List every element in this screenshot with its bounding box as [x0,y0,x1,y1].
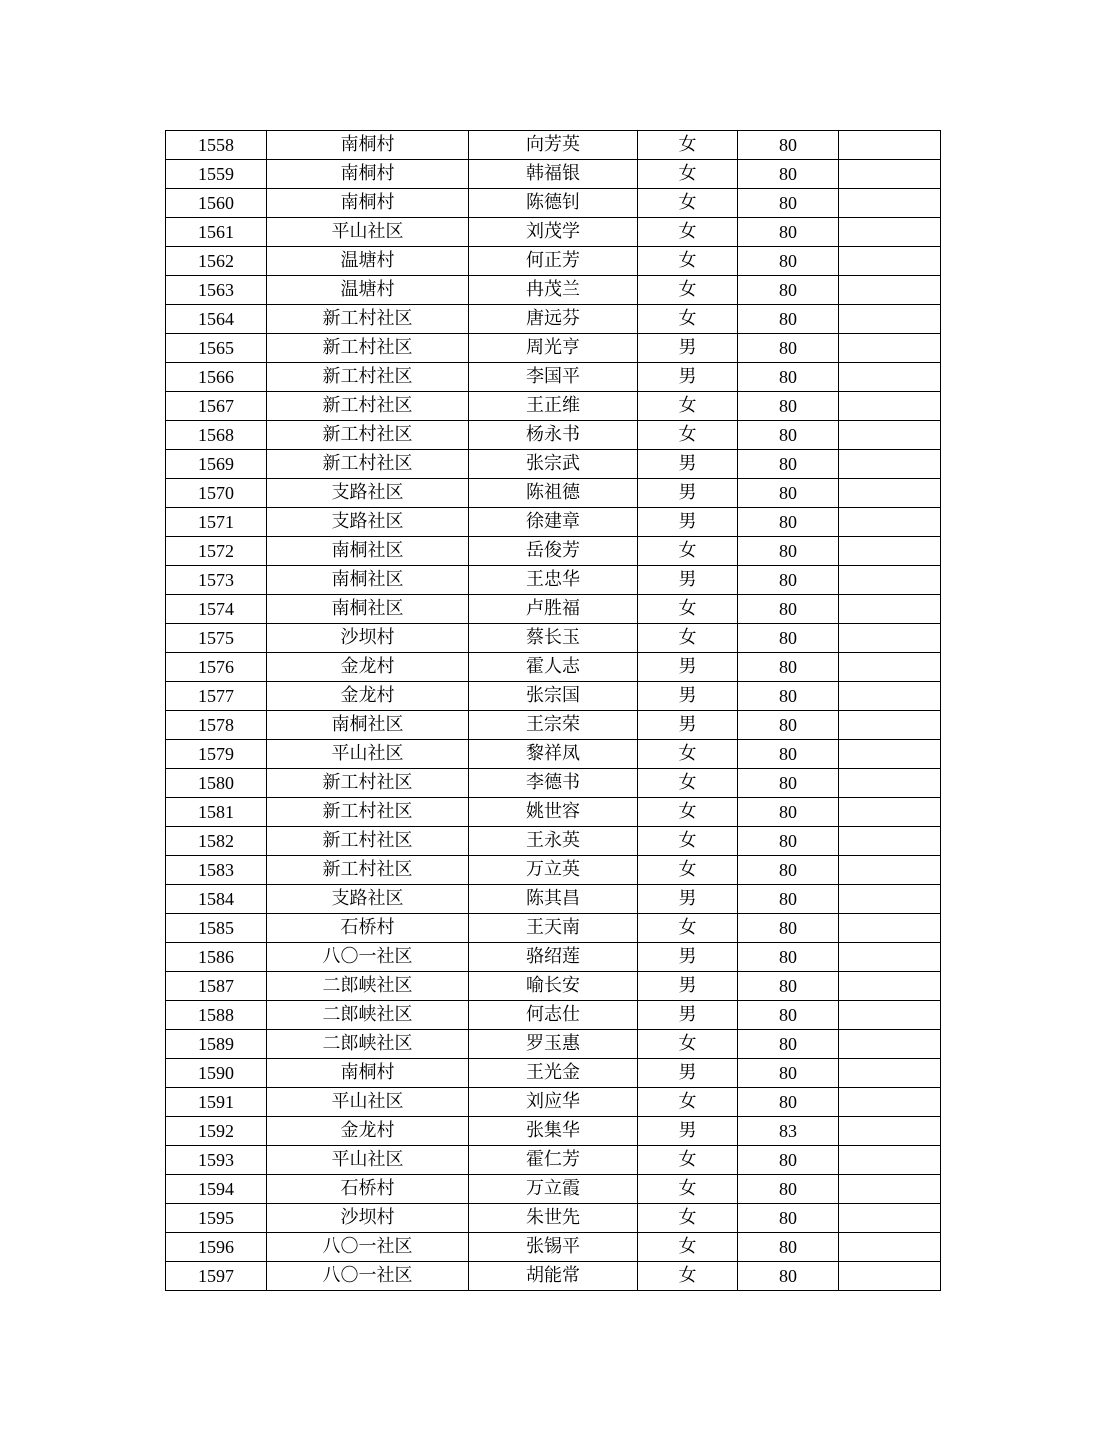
note-cell [839,1262,941,1291]
community-cell: 八〇一社区 [267,1233,469,1262]
note-cell [839,1175,941,1204]
gender-cell: 女 [638,856,738,885]
table-row [166,1233,941,1262]
table-row [166,1204,941,1233]
gender-cell: 女 [638,131,738,160]
gender-cell: 男 [638,1001,738,1030]
table-row [166,711,941,740]
table-row [166,682,941,711]
age-cell: 80 [738,769,839,798]
community-cell: 新工村社区 [267,334,469,363]
person-name-cell: 冉茂兰 [469,276,638,305]
community-cell: 南桐社区 [267,566,469,595]
serial-number-cell: 1590 [166,1059,267,1088]
serial-number-cell: 1575 [166,624,267,653]
gender-cell: 男 [638,711,738,740]
gender-cell: 女 [638,392,738,421]
table-row [166,479,941,508]
serial-number-cell: 1582 [166,827,267,856]
serial-number-cell: 1579 [166,740,267,769]
serial-number-cell: 1558 [166,131,267,160]
note-cell [839,943,941,972]
table-row [166,943,941,972]
serial-number-cell: 1563 [166,276,267,305]
gender-cell: 男 [638,682,738,711]
serial-number-cell: 1568 [166,421,267,450]
table-row [166,1088,941,1117]
person-name-cell: 霍仁芳 [469,1146,638,1175]
serial-number-cell: 1565 [166,334,267,363]
gender-cell: 女 [638,247,738,276]
serial-number-cell: 1595 [166,1204,267,1233]
note-cell [839,276,941,305]
gender-cell: 女 [638,798,738,827]
community-cell: 石桥村 [267,914,469,943]
serial-number-cell: 1596 [166,1233,267,1262]
age-cell: 80 [738,247,839,276]
table-row [166,218,941,247]
serial-number-cell: 1562 [166,247,267,276]
person-name-cell: 向芳英 [469,131,638,160]
gender-cell: 女 [638,740,738,769]
note-cell [839,682,941,711]
person-name-cell: 王正维 [469,392,638,421]
age-cell: 80 [738,914,839,943]
note-cell [839,450,941,479]
serial-number-cell: 1591 [166,1088,267,1117]
person-name-cell: 徐建章 [469,508,638,537]
table-row [166,276,941,305]
table-row [166,885,941,914]
serial-number-cell: 1559 [166,160,267,189]
gender-cell: 女 [638,305,738,334]
serial-number-cell: 1573 [166,566,267,595]
table-row [166,363,941,392]
person-name-cell: 王忠华 [469,566,638,595]
person-name-cell: 罗玉惠 [469,1030,638,1059]
note-cell [839,1001,941,1030]
age-cell: 80 [738,566,839,595]
note-cell [839,856,941,885]
community-cell: 南桐村 [267,1059,469,1088]
serial-number-cell: 1586 [166,943,267,972]
note-cell [839,914,941,943]
serial-number-cell: 1580 [166,769,267,798]
serial-number-cell: 1588 [166,1001,267,1030]
note-cell [839,769,941,798]
table-row [166,740,941,769]
table-row [166,392,941,421]
note-cell [839,740,941,769]
table-row [166,305,941,334]
gender-cell: 男 [638,972,738,1001]
serial-number-cell: 1571 [166,508,267,537]
age-cell: 80 [738,276,839,305]
age-cell: 80 [738,479,839,508]
table-row [166,131,941,160]
age-cell: 80 [738,740,839,769]
note-cell [839,711,941,740]
table-row [166,914,941,943]
gender-cell: 女 [638,218,738,247]
age-cell: 80 [738,624,839,653]
note-cell [839,363,941,392]
serial-number-cell: 1572 [166,537,267,566]
person-name-cell: 霍人志 [469,653,638,682]
table-row [166,856,941,885]
person-name-cell: 张宗武 [469,450,638,479]
age-cell: 80 [738,334,839,363]
age-cell: 80 [738,131,839,160]
person-name-cell: 陈祖德 [469,479,638,508]
gender-cell: 女 [638,595,738,624]
community-cell: 金龙村 [267,653,469,682]
note-cell [839,218,941,247]
age-cell: 80 [738,363,839,392]
age-cell: 80 [738,856,839,885]
table-row [166,972,941,1001]
table-row [166,247,941,276]
age-cell: 80 [738,1030,839,1059]
serial-number-cell: 1564 [166,305,267,334]
community-cell: 平山社区 [267,740,469,769]
gender-cell: 男 [638,1117,738,1146]
table-row [166,537,941,566]
table-row [166,1001,941,1030]
note-cell [839,566,941,595]
person-name-cell: 张集华 [469,1117,638,1146]
age-cell: 80 [738,1059,839,1088]
table-row [166,334,941,363]
person-name-cell: 王光金 [469,1059,638,1088]
person-name-cell: 卢胜福 [469,595,638,624]
serial-number-cell: 1594 [166,1175,267,1204]
community-cell: 金龙村 [267,682,469,711]
community-cell: 八〇一社区 [267,1262,469,1291]
community-cell: 新工村社区 [267,305,469,334]
person-name-cell: 胡能常 [469,1262,638,1291]
age-cell: 80 [738,972,839,1001]
community-cell: 温塘村 [267,276,469,305]
age-cell: 80 [738,392,839,421]
person-name-cell: 韩福银 [469,160,638,189]
community-cell: 金龙村 [267,1117,469,1146]
serial-number-cell: 1566 [166,363,267,392]
serial-number-cell: 1581 [166,798,267,827]
age-cell: 80 [738,1233,839,1262]
person-name-cell: 刘茂学 [469,218,638,247]
person-name-cell: 骆绍莲 [469,943,638,972]
age-cell: 80 [738,682,839,711]
community-cell: 二郎峡社区 [267,972,469,1001]
note-cell [839,1030,941,1059]
serial-number-cell: 1589 [166,1030,267,1059]
person-name-cell: 王天南 [469,914,638,943]
community-cell: 支路社区 [267,479,469,508]
gender-cell: 女 [638,1175,738,1204]
serial-number-cell: 1584 [166,885,267,914]
serial-number-cell: 1592 [166,1117,267,1146]
community-cell: 平山社区 [267,1146,469,1175]
table-row [166,653,941,682]
note-cell [839,885,941,914]
age-cell: 80 [738,508,839,537]
serial-number-cell: 1561 [166,218,267,247]
note-cell [839,1088,941,1117]
community-cell: 支路社区 [267,885,469,914]
gender-cell: 男 [638,885,738,914]
serial-number-cell: 1569 [166,450,267,479]
gender-cell: 女 [638,624,738,653]
serial-number-cell: 1597 [166,1262,267,1291]
note-cell [839,131,941,160]
age-cell: 80 [738,537,839,566]
community-cell: 二郎峡社区 [267,1001,469,1030]
community-cell: 新工村社区 [267,769,469,798]
age-cell: 80 [738,450,839,479]
community-cell: 沙坝村 [267,1204,469,1233]
community-cell: 支路社区 [267,508,469,537]
age-cell: 80 [738,1088,839,1117]
table-row [166,624,941,653]
age-cell: 80 [738,160,839,189]
community-cell: 平山社区 [267,218,469,247]
age-cell: 80 [738,1001,839,1030]
note-cell [839,160,941,189]
person-name-cell: 刘应华 [469,1088,638,1117]
note-cell [839,1233,941,1262]
note-cell [839,189,941,218]
table-row [166,798,941,827]
serial-number-cell: 1576 [166,653,267,682]
community-cell: 南桐村 [267,131,469,160]
note-cell [839,653,941,682]
table-row [166,450,941,479]
gender-cell: 男 [638,334,738,363]
age-cell: 80 [738,711,839,740]
gender-cell: 男 [638,653,738,682]
note-cell [839,334,941,363]
gender-cell: 男 [638,508,738,537]
person-name-cell: 何志仕 [469,1001,638,1030]
table-row [166,1030,941,1059]
age-cell: 80 [738,1146,839,1175]
table-row [166,508,941,537]
serial-number-cell: 1583 [166,856,267,885]
gender-cell: 男 [638,1059,738,1088]
note-cell [839,1117,941,1146]
community-cell: 新工村社区 [267,421,469,450]
person-name-cell: 李德书 [469,769,638,798]
person-name-cell: 李国平 [469,363,638,392]
person-name-cell: 陈其昌 [469,885,638,914]
person-name-cell: 朱世先 [469,1204,638,1233]
table-row [166,160,941,189]
gender-cell: 男 [638,450,738,479]
note-cell [839,305,941,334]
community-cell: 八〇一社区 [267,943,469,972]
serial-number-cell: 1567 [166,392,267,421]
community-cell: 新工村社区 [267,856,469,885]
table-row [166,189,941,218]
gender-cell: 女 [638,1088,738,1117]
age-cell: 80 [738,1175,839,1204]
table-row [166,1117,941,1146]
person-name-cell: 王宗荣 [469,711,638,740]
gender-cell: 男 [638,363,738,392]
roster-table-body [166,131,941,1291]
gender-cell: 女 [638,1233,738,1262]
table-row [166,595,941,624]
age-cell: 80 [738,798,839,827]
serial-number-cell: 1587 [166,972,267,1001]
note-cell [839,537,941,566]
note-cell [839,508,941,537]
note-cell [839,1059,941,1088]
community-cell: 南桐村 [267,160,469,189]
person-name-cell: 姚世容 [469,798,638,827]
gender-cell: 女 [638,189,738,218]
note-cell [839,595,941,624]
table-row [166,1175,941,1204]
table-row [166,1059,941,1088]
person-name-cell: 蔡长玉 [469,624,638,653]
note-cell [839,624,941,653]
community-cell: 新工村社区 [267,363,469,392]
serial-number-cell: 1578 [166,711,267,740]
person-name-cell: 何正芳 [469,247,638,276]
serial-number-cell: 1560 [166,189,267,218]
note-cell [839,798,941,827]
age-cell: 80 [738,943,839,972]
serial-number-cell: 1570 [166,479,267,508]
gender-cell: 女 [638,1146,738,1175]
gender-cell: 男 [638,566,738,595]
serial-number-cell: 1574 [166,595,267,624]
gender-cell: 女 [638,914,738,943]
community-cell: 南桐社区 [267,595,469,624]
age-cell: 80 [738,885,839,914]
gender-cell: 女 [638,1030,738,1059]
age-cell: 80 [738,218,839,247]
table-row [166,566,941,595]
community-cell: 石桥村 [267,1175,469,1204]
table-row [166,827,941,856]
gender-cell: 女 [638,827,738,856]
person-name-cell: 万立霞 [469,1175,638,1204]
age-cell: 83 [738,1117,839,1146]
community-cell: 二郎峡社区 [267,1030,469,1059]
person-name-cell: 万立英 [469,856,638,885]
table-row [166,769,941,798]
community-cell: 南桐村 [267,189,469,218]
note-cell [839,1204,941,1233]
gender-cell: 女 [638,421,738,450]
age-cell: 80 [738,1262,839,1291]
note-cell [839,392,941,421]
serial-number-cell: 1593 [166,1146,267,1175]
person-name-cell: 黎祥凤 [469,740,638,769]
community-cell: 平山社区 [267,1088,469,1117]
gender-cell: 女 [638,160,738,189]
table-row [166,1146,941,1175]
note-cell [839,972,941,1001]
community-cell: 南桐社区 [267,537,469,566]
gender-cell: 男 [638,943,738,972]
person-name-cell: 喻长安 [469,972,638,1001]
gender-cell: 女 [638,276,738,305]
note-cell [839,1146,941,1175]
person-name-cell: 张锡平 [469,1233,638,1262]
note-cell [839,247,941,276]
person-name-cell: 杨永书 [469,421,638,450]
table-row [166,421,941,450]
age-cell: 80 [738,189,839,218]
gender-cell: 女 [638,769,738,798]
community-cell: 新工村社区 [267,392,469,421]
person-name-cell: 陈德钊 [469,189,638,218]
note-cell [839,479,941,508]
person-name-cell: 王永英 [469,827,638,856]
age-cell: 80 [738,305,839,334]
age-cell: 80 [738,653,839,682]
community-cell: 温塘村 [267,247,469,276]
community-cell: 沙坝村 [267,624,469,653]
age-cell: 80 [738,595,839,624]
age-cell: 80 [738,827,839,856]
gender-cell: 女 [638,537,738,566]
age-cell: 80 [738,1204,839,1233]
age-cell: 80 [738,421,839,450]
note-cell [839,421,941,450]
table-row [166,1262,941,1291]
person-name-cell: 唐远芬 [469,305,638,334]
serial-number-cell: 1577 [166,682,267,711]
community-cell: 新工村社区 [267,450,469,479]
person-name-cell: 岳俊芳 [469,537,638,566]
serial-number-cell: 1585 [166,914,267,943]
person-name-cell: 周光亨 [469,334,638,363]
community-cell: 新工村社区 [267,798,469,827]
community-cell: 新工村社区 [267,827,469,856]
note-cell [839,827,941,856]
gender-cell: 男 [638,479,738,508]
person-name-cell: 张宗国 [469,682,638,711]
gender-cell: 女 [638,1262,738,1291]
community-cell: 南桐社区 [267,711,469,740]
roster-table [165,130,941,1291]
gender-cell: 女 [638,1204,738,1233]
